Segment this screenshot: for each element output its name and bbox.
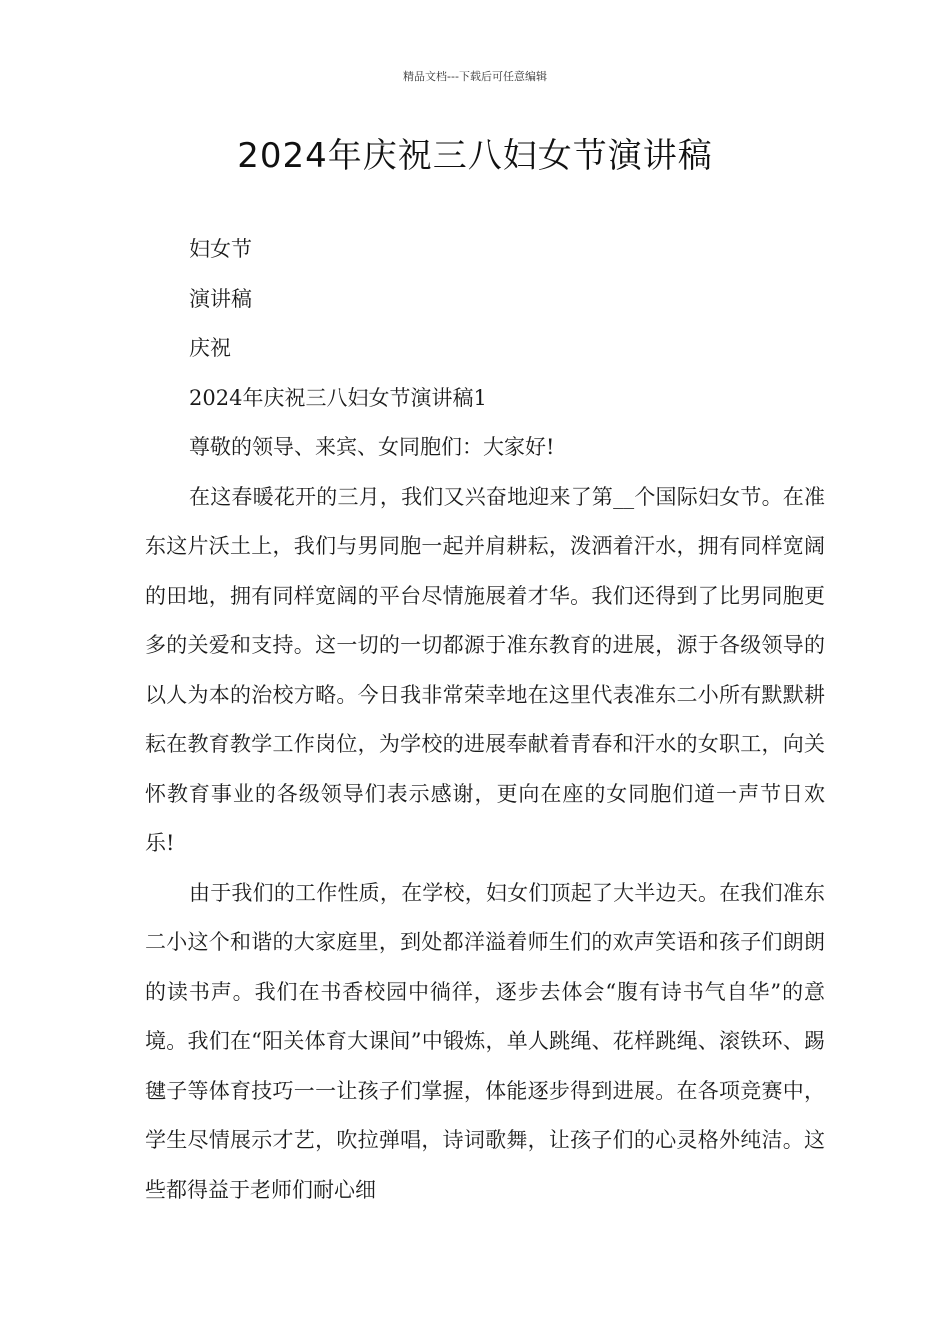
paragraph-1: 在这春暖花开的三月，我们又兴奋地迎来了第__个国际妇女节。在准东这片沃土上，我们与男同胞一起并肩耕耘，泼洒着汗水，拥有同样宽阔的田地，拥有同样宽阔的平台尽情施展着才华。我们还得到了比男同胞更多的关爱和支持。这一切的一切都源于准东教育的进展，源于各级领导的以人为本的治校方略。今日我非常荣幸地在这里代表准东二小所有默默耕耘在教育教学工作岗位，为学校的进展奉献着青春和汗水的女职工，向关怀教育事业的各级领导们表示感谢，更向在座的女同胞们道一声节日欢乐! xyxy=(145,484,825,855)
page-header: 精品文档---下载后可任意编辑 xyxy=(403,70,547,83)
keyword-1: 妇女节 xyxy=(189,237,252,261)
greeting-line: 尊敬的领导、来宾、女同胞们：大家好! xyxy=(189,435,555,459)
keyword-3: 庆祝 xyxy=(189,336,231,360)
document-body xyxy=(145,225,825,1215)
document-title: 2024年庆祝三八妇女节演讲稿 xyxy=(237,136,713,176)
section-subtitle: 2024年庆祝三八妇女节演讲稿1 xyxy=(189,385,487,410)
keyword-2: 演讲稿 xyxy=(189,286,252,311)
paragraph-2: 由于我们的工作性质，在学校，妇女们顶起了大半边天。在我们准东二小这个和谐的大家庭里，到处都洋溢着师生们的欢声笑语和孩子们朗朗的读书声。我们在书香校园中徜徉，逐步去体会“腹有诗书气自华”的意境。我们在“阳关体育大课间”中锻炼，单人跳绳、花样跳绳、滚铁环、踢毽子等体育技巧一一让孩子们掌握，体能逐步得到进展。在各项竞赛中，学生尽情展示才艺，吹拉弹唱，诗词歌舞，让孩子们的心灵格外纯洁。这些都得益于老师们耐心细 xyxy=(145,880,825,1202)
